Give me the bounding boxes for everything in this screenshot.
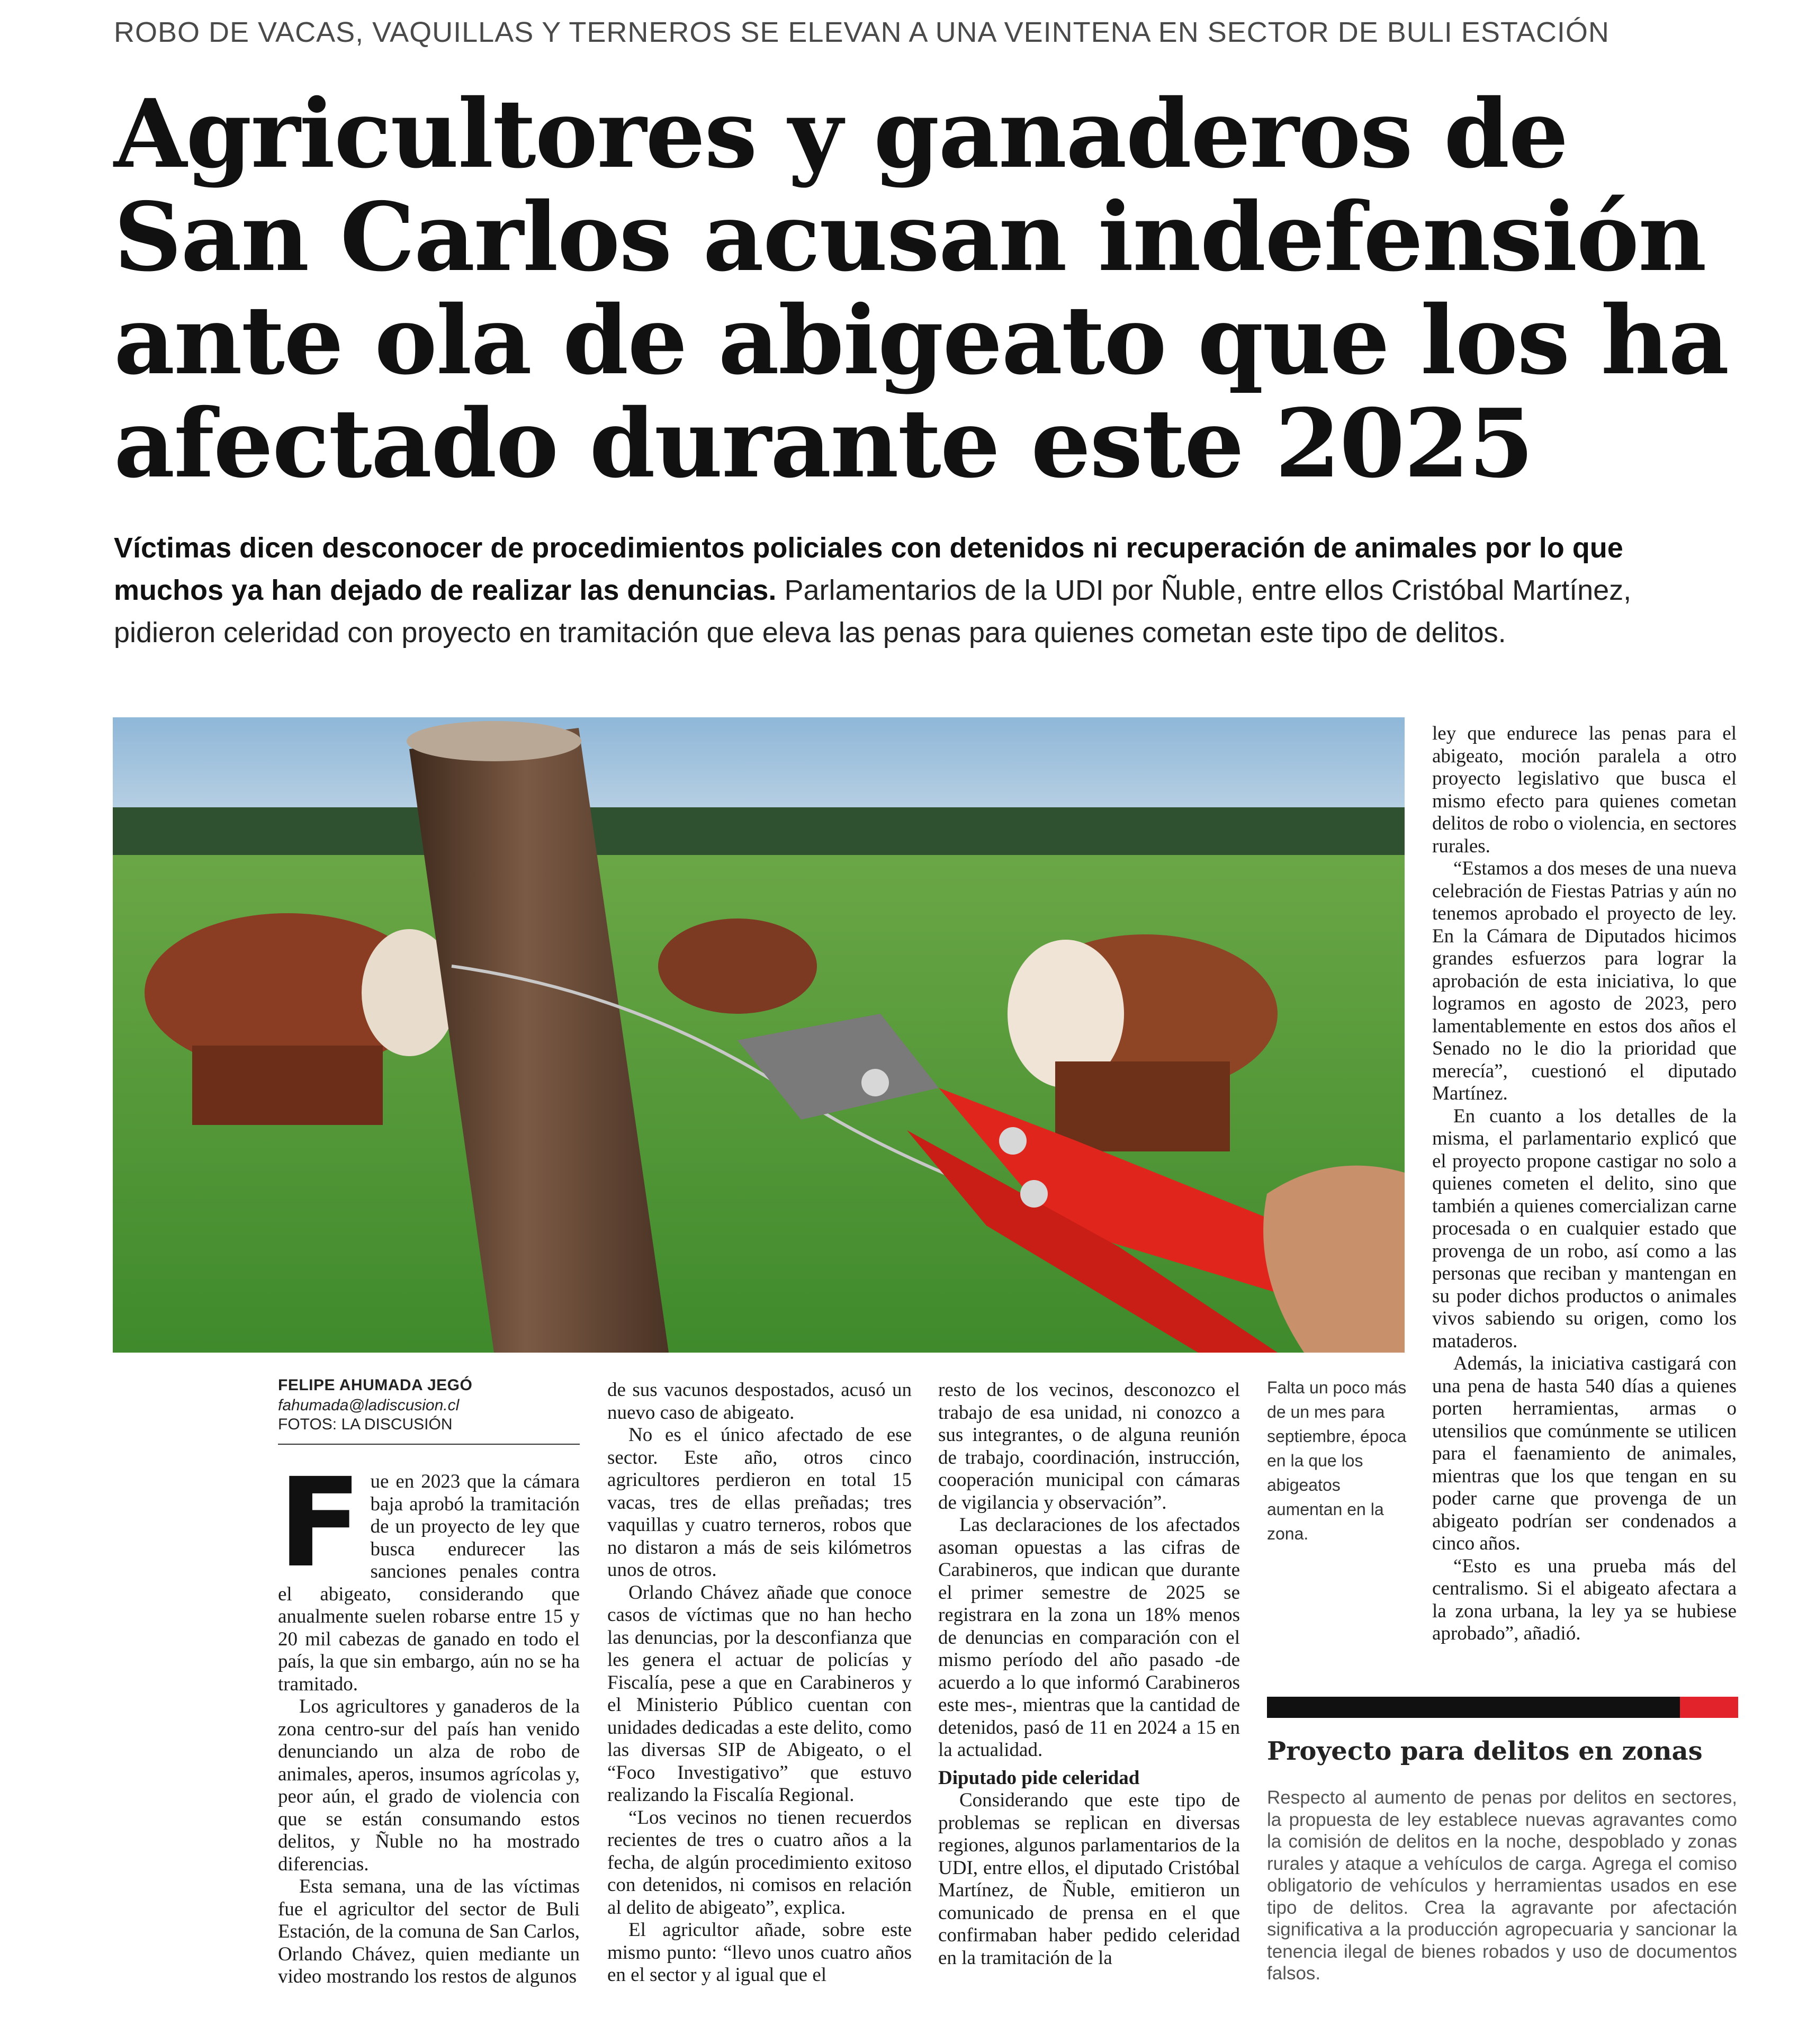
subhead: Diputado pide celeridad <box>938 1767 1140 1789</box>
deck <box>114 527 1718 654</box>
body-column-1 <box>278 1452 580 1988</box>
body-column-3 <box>938 1379 1240 1969</box>
cutter-bolt-2 <box>999 1127 1027 1155</box>
paragraph: No es el único afectado de ese sector. Este año, otros cinco agricultores perdieron en total 15 vacas, tres de ellas preñadas; tres vaquillas y cuatro terneros, robos que no distaron a más de seis kilómetros unos de otros. <box>607 1424 912 1581</box>
byline-email: fahumada@ladiscusion.cl <box>278 1397 460 1414</box>
body-column-2 <box>607 1379 912 1987</box>
cow-center-body <box>658 919 817 1014</box>
headline <box>114 78 1782 499</box>
post-top <box>407 721 581 761</box>
headline-line-1: Agricultores y ganaderos de <box>114 78 1568 189</box>
drop-cap: F <box>278 1452 362 1595</box>
paragraph: ue en 2023 que la cámara baja aprobó la tramitación de un proyecto de ley que busca endurecer las sanciones penales contra el abigeato, considerando que anualmente suelen robarse entre 15 y 20 mil cabezas de ganado en todo el país, la que sin embargo, aún no se ha tramitado. <box>278 1471 580 1695</box>
cutter-bolt-3 <box>1020 1180 1048 1208</box>
paragraph: “Estamos a dos meses de una nueva celebración de Fiestas Patrias y aún no tenemos aprobado el proyecto de ley. En la Cámara de Diputados hicimos grandes esfuerzos para lograr la aprobación de esta iniciativa, lo que logramos en agosto de 2023, pero lamentablemente en estos dos años el Senado no le dio la prioridad que merecía”, cuestionó el diputado Martínez. <box>1432 858 1737 1104</box>
paragraph: El agricultor añade, sobre este mismo punto: “llevo unos cuatro años en el sector y al igual que el <box>607 1919 912 1986</box>
cow-right-legs <box>1055 1061 1230 1151</box>
lead-photo <box>113 717 1405 1353</box>
sidebar-text: Respecto al aumento de penas por delitos en sectores, la propuesta de ley establece nuevas agravantes como la comisión de delitos en la noche, despoblado y zonas rurales y ataque a vehículos de carga. Agrega el comiso obligatorio de vehículos y herramientas usados en ese tipo de delitos. Crea la agravante por afectación significativa a la producción agropecuaria y sancionar la tenencia ilegal de bienes robados y uso de documentos falsos. <box>1267 1787 1737 1984</box>
paragraph: Considerando que este tipo de problemas se replican en diversas regiones, algunos parlamentarios de la UDI, entre ellos, el diputado Cristóbal Martínez, de Ñuble, emitieron un comunicado de prensa en el que confirmaban haber pedido celeridad en la tramitación de la <box>938 1789 1240 1969</box>
byline-author: FELIPE AHUMADA JEGÓ <box>278 1376 473 1394</box>
fence-cutting-photo-icon <box>113 717 1405 1353</box>
headline-line-3: ante ola de abigeato que los ha <box>114 285 1729 395</box>
paragraph: Además, la iniciativa castigará con una pena de hasta 540 días a quienes porten herramientas, armas o utensilios que comúnmente se utilicen para el faenamiento de animales, mientras que los que tengan en su poder carne que provenga de un abigeato podrían ser condenados a cinco años. <box>1432 1353 1737 1554</box>
paragraph: “Esto es una prueba más del centralismo. Si el abigeato afectara a la zona urbana, la ley ya se hubiese aprobado”, añadió. <box>1432 1555 1737 1644</box>
byline-divider <box>278 1444 580 1445</box>
paragraph: En cuanto a los detalles de la misma, el parlamentario explicó que el proyecto propone castigar no solo a quienes cometen el delito, sino que también a quienes comercializan carne procesada o en cualquier estado que provenga de un robo, así como a las personas que reciban y mantengan en su poder dichos productos o animales vivos sabiendo su origen, como los mataderos. <box>1432 1105 1737 1352</box>
paragraph: Las declaraciones de los afectados asoman opuestas a las cifras de Carabineros, que indican que durante el primer semestre de 2025 se registrara en la zona un 18% menos de denuncias en comparación con el mismo período del año pasado -de acuerdo a lo que informó Carabineros este mes-, mientras que la cantidad de detenidos, pasó de 11 en 2024 a 15 en la actualidad. <box>938 1514 1240 1761</box>
photo-caption: Falta un poco más de un mes para septiembre, época en la que los abigeatos aumentan en la zona. <box>1267 1378 1407 1543</box>
body-column-4 <box>1432 723 1737 1645</box>
sidebar-accent-bar <box>1680 1697 1738 1718</box>
paragraph: de sus vacunos despostados, acusó un nuevo caso de abigeato. <box>607 1379 912 1424</box>
paragraph: ley que endurece las penas para el abigeato, moción paralela a otro proyecto legislativo que busca el mismo efecto para quienes cometan delitos de robo o violencia, en sectores rurales. <box>1432 723 1737 857</box>
paragraph: Los agricultores y ganaderos de la zona centro-sur del país han venido denunciando un alza de robo de animales, aperos, insumos agrícolas y, peor aún, el grado de violencia con que se están consumando estos delitos, y Ñuble no ha mostrado diferencias. <box>278 1696 580 1875</box>
paragraph: resto de los vecinos, desconozco el trabajo de esa unidad, ni conozco a sus integrantes, o de alguna reunión de trabajo, coordinación, instrucción, cooperación municipal con cámaras de vigilancia y observación”. <box>938 1379 1240 1514</box>
deck-regular: Parlamentarios de la UDI por Ñuble, entre ellos Cristóbal Martínez, pidieron celeridad con proyecto en tramitación que eleva las penas para quienes cometan este tipo de delitos. <box>114 574 1632 649</box>
kicker: ROBO DE VACAS, VAQUILLAS Y TERNEROS SE ELEVAN A UNA VEINTENA EN SECTOR DE BULI ESTACIÓN <box>114 16 1610 48</box>
headline-line-2: San Carlos acusan indefensión <box>114 182 1706 292</box>
byline-photo-credit: FOTOS: LA DISCUSIÓN <box>278 1416 453 1433</box>
sidebar-title: Proyecto para delitos en zonas <box>1267 1736 1703 1766</box>
cutter-bolt-1 <box>861 1069 889 1096</box>
byline <box>278 1376 580 1434</box>
headline-line-4: afectado durante este 2025 <box>114 388 1533 499</box>
deck-bold: Víctimas dicen desconocer de procedimientos policiales con detenidos ni recuperación de animales por lo que muchos ya han dejado de realizar las denuncias. <box>114 532 1623 606</box>
paragraph: Esta semana, una de las víctimas fue el agricultor del sector de Buli Estación, de la comuna de San Carlos, Orlando Chávez, quien mediante un video mostrando los restos de algunos <box>278 1876 580 1987</box>
paragraph: Orlando Chávez añade que conoce casos de víctimas que no han hecho las denuncias, por la desconfianza que les genera el actuar de policías y Fiscalía, pese a que en Carabineros y el Ministerio Público cuentan con unidades dedicadas a este delito, como las diversas SIP de Abigeato, o el “Foco Investigativo” que estuvo realizando la Fiscalía Regional. <box>607 1581 912 1806</box>
paragraph: “Los vecinos no tienen recuerdos recientes de tres o cuatro años a la fecha, de algún procedimiento exitoso con detenidos, ni comisos en relación al delito de abigeato”, explica. <box>607 1806 912 1919</box>
cow-left-legs <box>192 1046 383 1125</box>
sidebar-bar <box>1267 1697 1680 1718</box>
